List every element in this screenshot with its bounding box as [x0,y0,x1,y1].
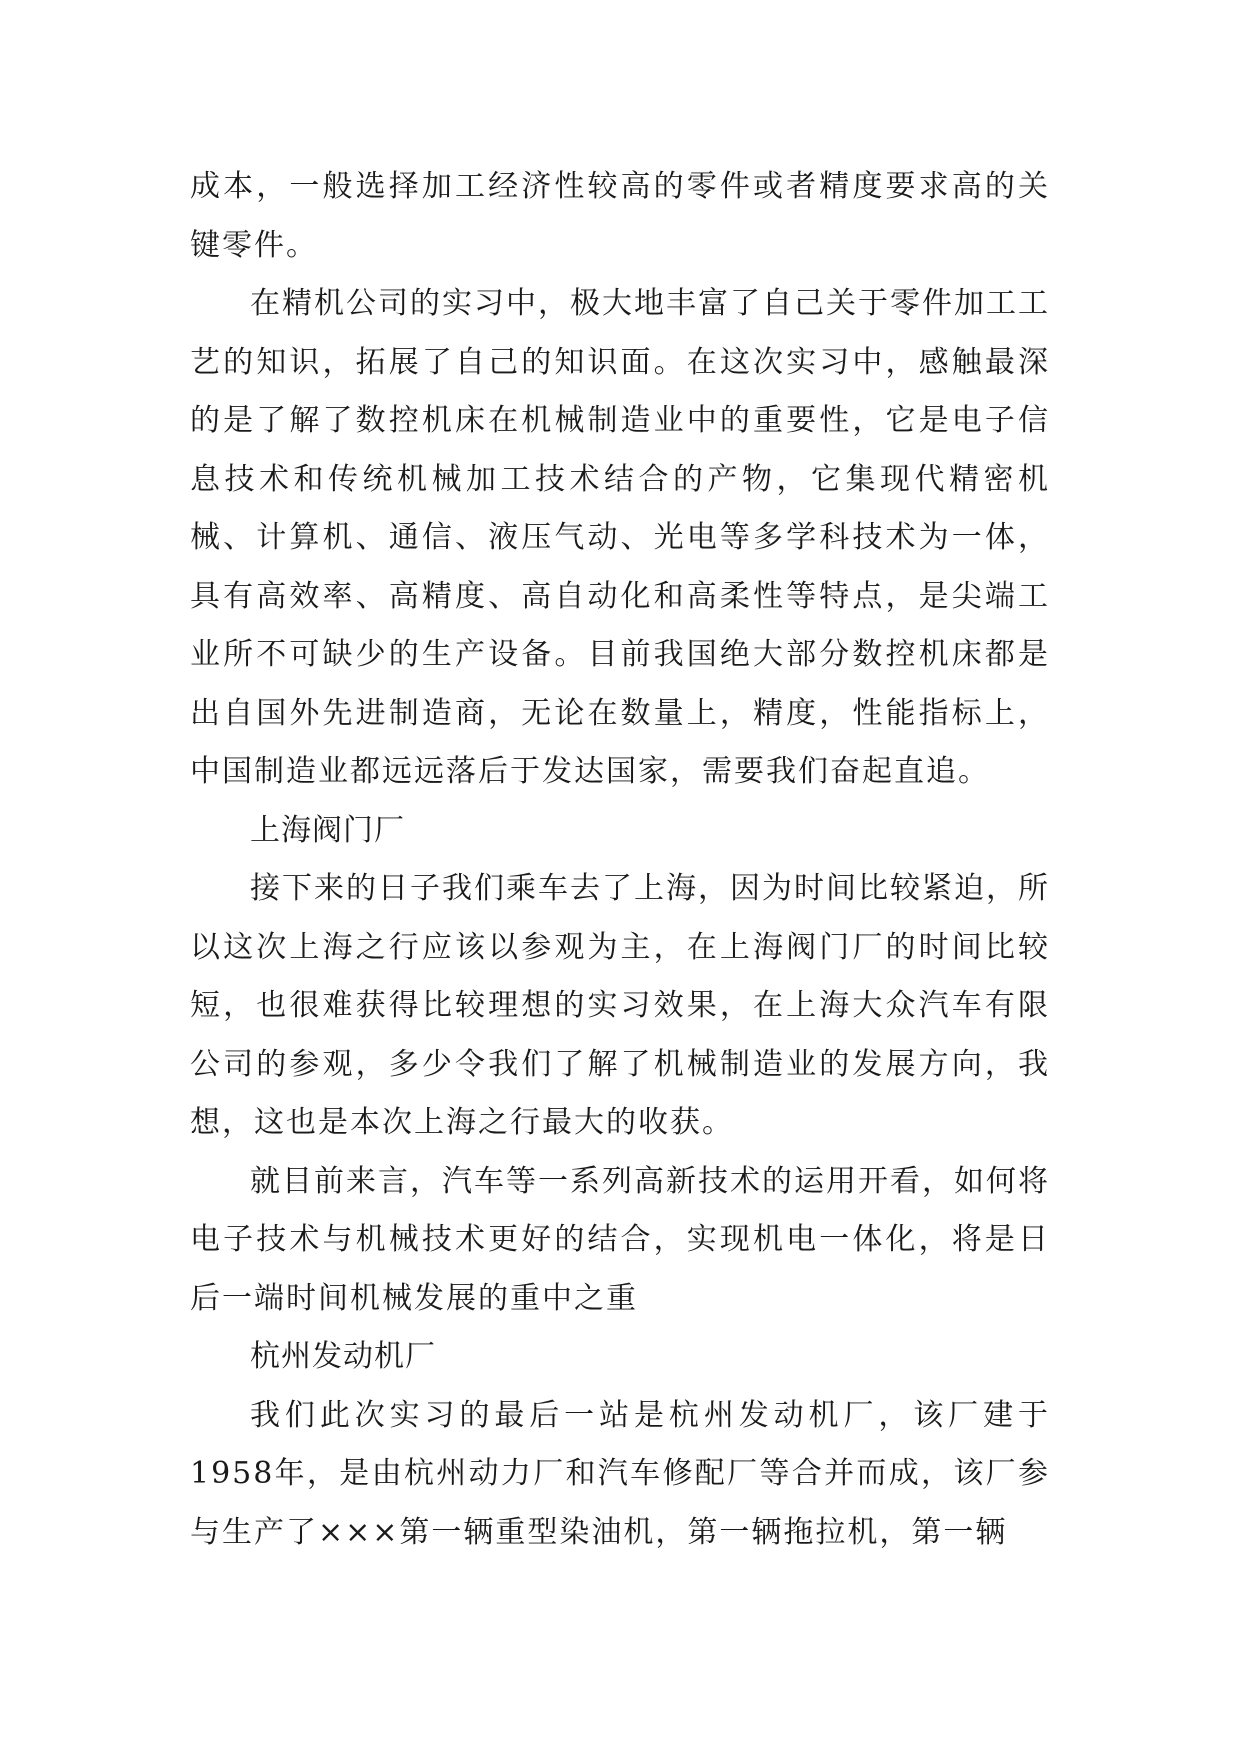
section-heading-hangzhou-engine-factory: 杭州发动机厂 [250,1339,436,1374]
paragraph-mechatronics: 就目前来言，汽车等一系列高新技术的运用开看，如何将电子技术与机械技术更好的结合，实现机电一体化，将是日后一端时间机械发展的重中之重 [190,1163,1050,1316]
paragraph-jingji-internship: 在精机公司的实习中，极大地丰富了自己关于零件加工工艺的知识，拓展了自己的知识面。在这次实习中，感触最深的是了解了数控机床在机械制造业中的重要性，它是电子信息技术和传统机械加工技术结合的产物，它集现代精密机械、计算机、通信、液压气动、光电等多学科技术为一体，具有高效率、高精度、高自动化和高柔性等特点，是尖端工业所不可缺少的生产设备。目前我国绝大部分数控机床都是出自国外先进制造商，无论在数量上，精度，性能指标上，中国制造业都远远落后于发达国家，需要我们奋起直追。 [190,286,1050,789]
paragraph-cost-conclusion: 成本，一般选择加工经济性较高的零件或者精度要求高的关键零件。 [190,169,1050,263]
paragraph-hangzhou-visit: 我们此次实习的最后一站是杭州发动机厂，该厂建于1958年，是由杭州动力厂和汽车修配厂等合并而成，该厂参与生产了×××第一辆重型染油机，第一辆拖拉机，第一辆 [190,1397,1050,1550]
section-heading-shanghai-valve-factory: 上海阀门厂 [250,812,405,848]
paragraph-shanghai-visit: 接下来的日子我们乘车去了上海，因为时间比较紧迫，所以这次上海之行应该以参观为主，在上海阀门厂的时间比较短，也很难获得比较理想的实习效果，在上海大众汽车有限公司的参观，多少令我们了解了机械制造业的发展方向，我想，这也是本次上海之行最大的收获。 [190,871,1050,1140]
document-body [190,158,1050,1562]
